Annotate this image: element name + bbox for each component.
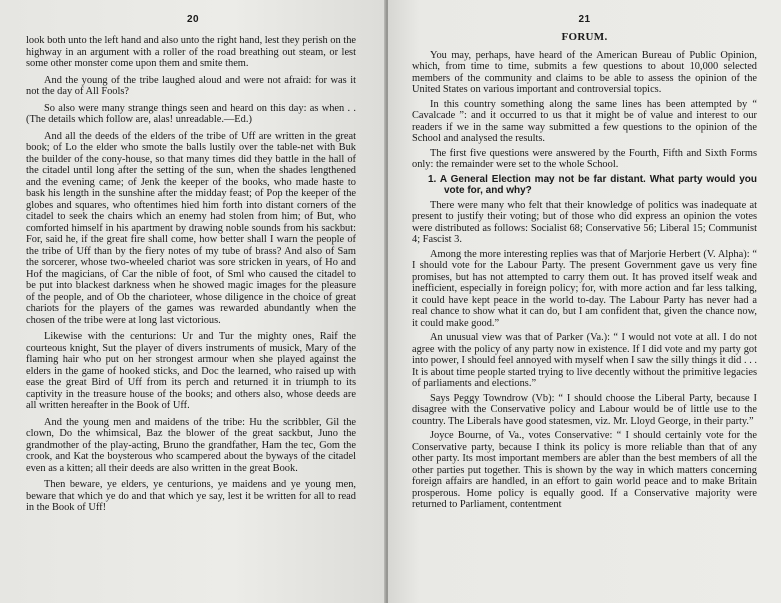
right-page-body: [388, 32, 781, 511]
paragraph: There were many who felt that their knowledge of politics was inadequate at present to justify their voting; but of those who did express an opinion the votes were distributed as follows: Socialist 68; Conservative 56; Liberal 15; Communist 4; Fascist 3.: [412, 199, 757, 245]
paragraph: And the young men and maidens of the tribe: Hu the scribbler, Gil the clown, Do the whimsical, Baz the blower of the great sackbut, Juno the grandmother of the play-acting, Bruno the grandfather, Ham the tec, Gom the crook, and Kat the boysterous who scampered about the byways of the citadel even as a kitten; all their deeds are also written in the great Book.: [26, 416, 356, 474]
right-page: [388, 0, 781, 603]
paragraph: look both unto the left hand and also unto the right hand, lest they perish on the highway in an argument with a roller of the road breathing out steam, or lest some other monster come upon them and smite them.: [26, 35, 356, 69]
paragraph: Then beware, ye elders, ye centurions, ye maidens and ye young men, beware that which ye do and that which ye say, lest it be written for all to read in the Book of Uff!: [26, 479, 356, 513]
paragraph: Joyce Bourne, of Va., votes Conservative: “ I should certainly vote for the Conservative party, because I think its policy is more reliable than that of any other party. Its most important members are abler than the best members of all the other parties put together. This is shown by the way in which matters concerning foreign affairs are handled, in an effort to gain world peace and to make Britain prosperous. Home policy is equally good. If a Conservative majority were returned to Parliament, contentment: [412, 430, 757, 510]
question-heading: 1. A General Election may not be far distant. What party would you vote for, and why?: [428, 173, 757, 196]
paragraph: Says Peggy Towndrow (Vb): “ I should choose the Liberal Party, because I disagree with the Conservative policy and Labour would be of little use to the country. The Liberals have good statesmen, viz. Mr. Lloyd George, in their party.”: [412, 392, 757, 427]
paragraph: You may, perhaps, have heard of the American Bureau of Public Opinion, which, from time to time, submits a few questions to about 10,000 selected members of the community and claims to be able to assess the opinion of the United States on various important and controversial topics.: [412, 49, 757, 95]
left-page: [0, 0, 386, 603]
paragraph: The first five questions were answered by the Fourth, Fifth and Sixth Forms only: the remainder were set to the whole School.: [412, 147, 757, 170]
article-heading: FORUM.: [561, 31, 608, 43]
paragraph: In this country something along the same lines has been attempted by “ Cavalcade ”: and it occurred to us that it might be of value and interest to our readers if we in the same way submitted a few questions to the opinion of the School and analysed the results.: [412, 98, 757, 144]
paragraph: And the young of the tribe laughed aloud and were not afraid: for was it not the day of All Fools?: [26, 74, 356, 97]
page-number-left: 20: [186, 14, 200, 25]
paragraph: Likewise with the centurions: Ur and Tur the mighty ones, Raif the courteous knight, Sut the player of divers instruments of musick, Mary of the flaming hair who put on her strongest armour when she played against the elders in the game of hooked sticks, and Doc the learned, who raised up with ease the great Bird of Uff from its perch and returned it in triumph to its captivity in the treasure house of the books; and others also, whose deeds are all written hereafter in the Book of Uff.: [26, 331, 356, 411]
paragraph: An unusual view was that of Parker (Va.): “ I would not vote at all. I do not agree with the policy of any party now in existence. If I did vote and my party got into power, I should feel annoyed with myself when I saw the silly things it did . . . It is about time people started trying to live decently without the primitive legacies of parliaments and elections.”: [412, 332, 757, 389]
page-number-right: 21: [578, 14, 591, 25]
paragraph: Among the more interesting replies was that of Marjorie Herbert (V. Alpha): “ I should vote for the Labour Party. The present Government gave us very fine promises, but has not attempted to carry them out. It has proved itself weak and inefficient, especially in foreign policy; for, with more action and far less talking, it could have kept peace in the world to-day. The Labour Party has never had a real chance to show what it can do, but I am confident that, given the chance now, it could make good.”: [412, 248, 757, 329]
left-page-body: [0, 30, 386, 514]
paragraph: So also were many strange things seen and heard on this day: as when . . (The details which follow are, alas! unreadable.—Ed.): [26, 102, 356, 125]
paragraph: And all the deeds of the elders of the tribe of Uff are written in the great book; of Lo the elder who smote the balls lustily over the table-net with Buk the builder of the cony-house, so that many times did they battle in the hall of the citadel until long after the setting of the sun, when the shades lengthened and the evening came; of Jenk the keeper of the books, who made haste to bask his length in the sunshine after the midday feast; of Pop the keeper of the globes and squares, who oftentimes hied him forth into distant corners of the citadel to seek the chairs which an enemy had stolen from him; of But, who comforted himself in his apartment by drawing noble sounds from his sackbut: For, said he, if the great fire shall come, how better shall I warn the people of the tribe of Uff than by the fiery notes of my tube of brass? And also of Sam the sorcerer, whose two-wheeled chariot was sore stricken in years, of Ho and Hof the magicians, of Car the nible of foot, of Sml who caused the citadel to be put into blackest darkness when he showed magic images for the pleasure of the people, and of Ob the charioteer, whose diligence in the choice of great chariots for the players of the games was rewarded abundantly when the chosen of the tribe were at long last victorious.: [26, 130, 356, 326]
